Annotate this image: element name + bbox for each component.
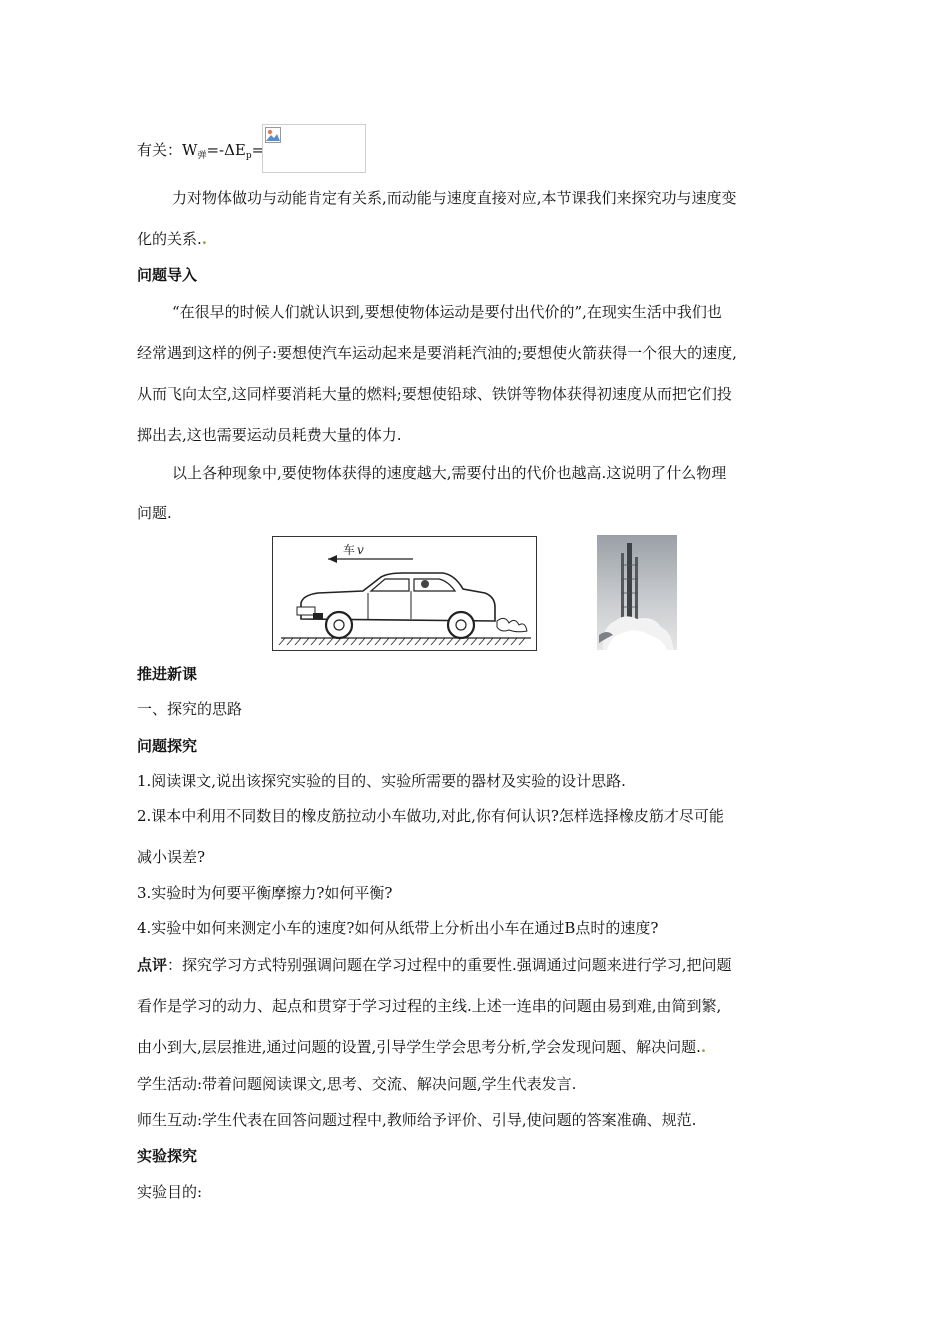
intro-line-2-text: 化的关系. [137,230,202,248]
lead-in-para2-line2: 问题. [137,504,172,522]
comment-text-1: ：探究学习方式特别强调问题在学习过程中的重要性.强调通过问题来进行学习,把问题 [167,956,732,974]
car-label-velocity: v [357,543,364,557]
comment-line-1 [137,955,732,975]
formula-line [137,140,264,166]
experiment-purpose: 实验目的: [137,1183,203,1201]
formula-image-placeholder [262,124,366,173]
question-2-line1: 2.课本中利用不同数目的橡皮筋拉动小车做功,对此,你有何认识?怎样选择橡皮筋才尽可能 [137,807,724,825]
comment-label: 点评 [137,956,168,974]
formula-subscript-p: p [245,151,252,161]
lead-in-para1-line4: 掷出去,这也需要运动员耗费大量的体力. [137,426,402,444]
question-2-line2: 减小误差? [137,848,206,866]
formula-prefix: 有关：W [137,141,198,159]
teacher-student-interaction: 师生互动:学生代表在回答问题过程中,教师给予评价、引导,使问题的答案准确、规范. [137,1111,697,1129]
subheading-approach: 一、探究的思路 [137,700,243,718]
formula-middle: =-ΔE [206,141,246,159]
decorative-dot: . [700,1038,707,1056]
formula-subscript-spring: 弹 [197,151,207,161]
lead-in-para1-line2: 经常遇到这样的例子:要想使汽车运动起来是要消耗汽油的;要想使火箭获得一个很大的速度, [137,344,737,362]
broken-image-icon [265,127,281,143]
car-figure [272,536,537,651]
car-label [343,543,364,557]
intro-line-1: 力对物体做功与动能肯定有关系,而动能与速度直接对应,本节课我们来探究功与速度变 [172,189,737,207]
student-activity: 学生活动:带着问题阅读课文,思考、交流、解决问题,学生代表发言. [137,1075,577,1093]
car-label-text: 车 [343,543,356,557]
car-illustration [273,537,536,650]
heading-problem-inquiry: 问题探究 [137,737,198,755]
decorative-dot: . [201,230,208,248]
lead-in-para1-line3: 从而飞向太空,这同样要消耗大量的燃料;要想使铅球、铁饼等物体获得初速度从而把它们投 [137,385,732,403]
question-1: 1.阅读课文,说出该探究实验的目的、实验所需要的器材及实验的设计思路. [137,772,626,790]
heading-experiment: 实验探究 [137,1147,198,1165]
rocket-launch-photo [597,535,677,650]
lead-in-para2-line1: 以上各种现象中,要使物体获得的速度越大,需要付出的代价也越高.这说明了什么物理 [172,464,727,482]
comment-line-2: 看作是学习的动力、起点和贯穿于学习过程的主线.上述一连串的问题由易到难,由简到繁, [137,997,722,1015]
lead-in-para1-line1: “在很早的时候人们就认识到,要想使物体运动是要付出代价的”,在现实生活中我们也 [172,303,722,321]
question-3: 3.实验时为何要平衡摩擦力?如何平衡? [137,884,393,902]
comment-line-3 [137,1037,706,1057]
question-4: 4.实验中如何来测定小车的速度?如何从纸带上分析出小车在通过B点时的速度? [137,919,659,937]
heading-new-lesson: 推进新课 [137,665,198,683]
comment-text-3: 由小到大,层层推进,通过问题的设置,引导学生学会思考分析,学会发现问题、解决问题. [137,1038,701,1056]
intro-line-2 [137,229,207,249]
formula-suffix: = [251,141,265,159]
heading-lead-in: 问题导入 [137,266,198,284]
